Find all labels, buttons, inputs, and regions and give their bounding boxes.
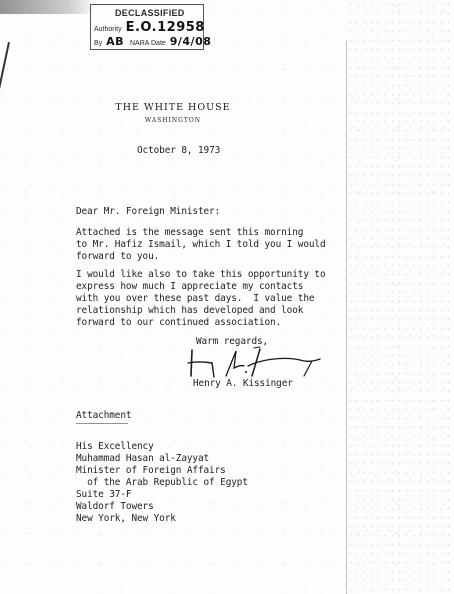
letter-signer: Henry A. Kissinger bbox=[193, 378, 293, 389]
letter-attachment: Attachment bbox=[76, 410, 132, 421]
declassification-stamp bbox=[90, 4, 212, 50]
stamp-authority-value: E.O.12958 bbox=[125, 20, 205, 35]
stamp-title: DECLASSIFIED bbox=[115, 8, 185, 18]
stamp-nara-value: 9/4/08 bbox=[169, 35, 212, 48]
letterhead-office: THE WHITE HOUSE bbox=[115, 102, 231, 113]
letter-paragraph-1: Attached is the message sent this morning to Mr. Hafiz Ismail, which I told you I would forward to you. bbox=[76, 227, 326, 262]
stamp-authority-label: Authority bbox=[94, 26, 122, 33]
fold-line bbox=[346, 40, 347, 594]
attachment-underline bbox=[76, 423, 128, 424]
stamp-authority-row bbox=[94, 20, 205, 35]
letter-date: October 8, 1973 bbox=[137, 145, 221, 156]
copy-smudge bbox=[0, 0, 96, 14]
stamp-nara-label: NARA Date bbox=[129, 40, 166, 47]
letter-closing: Warm regards, bbox=[196, 336, 269, 347]
recipient-address: His Excellency Muhammad Hasan al-Zayyat Minister of Foreign Affairs of the Arab Republic of Egypt Suite 37-F Waldorf Towers New York, New York bbox=[76, 441, 248, 524]
stamp-by-value: AB bbox=[106, 35, 125, 48]
letterhead-city: WASHINGTON bbox=[144, 117, 202, 124]
copy-speckle bbox=[347, 0, 454, 594]
letter-salutation: Dear Mr. Foreign Minister: bbox=[76, 206, 221, 217]
pen-mark bbox=[0, 42, 10, 89]
handwritten-signature bbox=[186, 346, 326, 378]
stamp-by-row bbox=[94, 35, 211, 48]
stamp-by-label: By bbox=[94, 40, 103, 47]
letter-paragraph-2: I would like also to take this opportunity to express how much I appreciate my contacts with you over these past days. I value the relationship which has developed and look forward to our continued association. bbox=[76, 269, 326, 328]
